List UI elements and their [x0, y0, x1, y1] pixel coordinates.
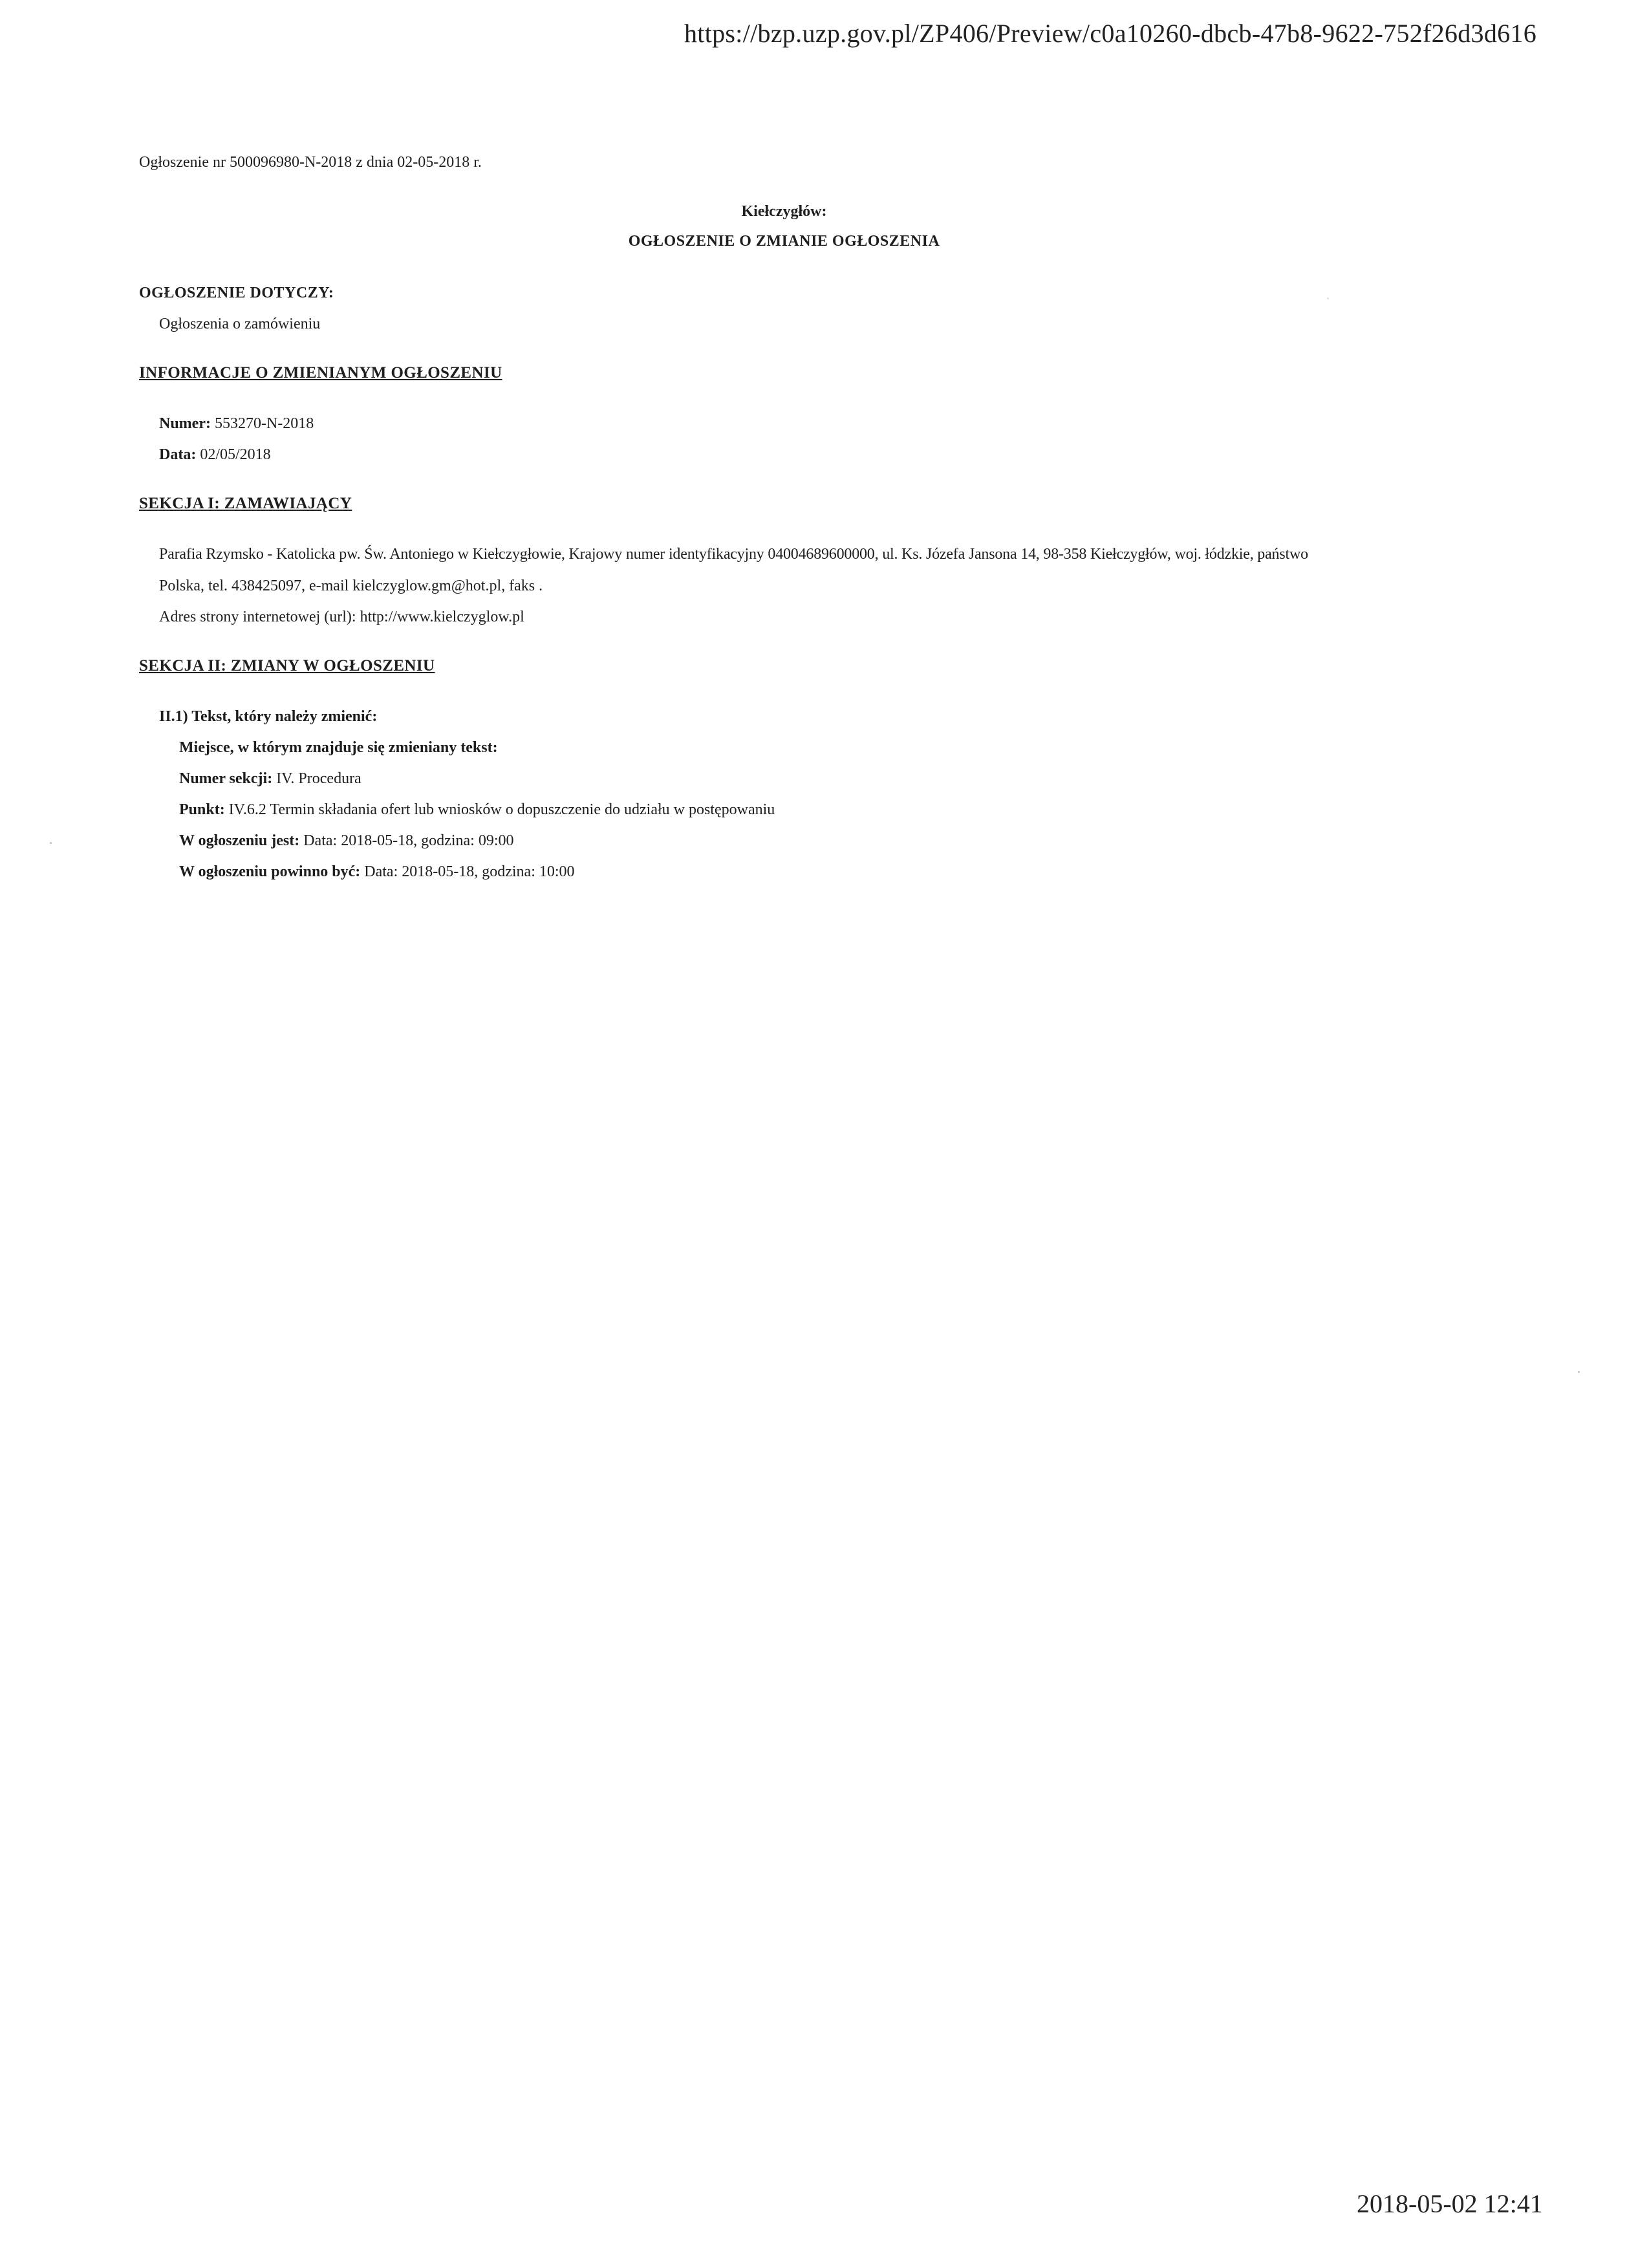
section2-heading: SEKCJA II: ZMIANY W OGŁOSZENIU	[139, 657, 435, 675]
numer-value: 553270-N-2018	[214, 415, 314, 432]
change-place-label: Miejsce, w którym znajduje się zmieniany tekst:	[179, 739, 498, 756]
change-new-text	[179, 863, 575, 881]
point-label: Punkt:	[179, 801, 225, 818]
notice-title: OGŁOSZENIE O ZMIANIE OGŁOSZENIA	[628, 233, 940, 250]
changed-info-heading: INFORMACJE O ZMIENIANYM OGŁOSZENIU	[139, 364, 502, 382]
new-text-value: Data: 2018-05-18, godzina: 10:00	[364, 863, 575, 880]
scan-speck	[1327, 297, 1329, 299]
current-text-value: Data: 2018-05-18, godzina: 09:00	[303, 832, 514, 849]
point-value: IV.6.2 Termin składania ofert lub wniosków o dopuszczenie do udziału w postępowaniu	[228, 801, 775, 818]
numer-label: Numer:	[159, 415, 211, 432]
print-timestamp: 2018-05-02 12:41	[1357, 2189, 1543, 2218]
change-section-number	[179, 770, 361, 788]
scan-speck	[1578, 1371, 1580, 1373]
section-number-label: Numer sekcji:	[179, 770, 273, 787]
new-text-label: W ogłoszeniu powinno być:	[179, 863, 361, 880]
orderer-line-1: Parafia Rzymsko - Katolicka pw. Św. Antoniego w Kiełczygłowie, Krajowy numer identyfikacyjny 04004689600000, ul. Ks. Józefa Jansona 14, 98-358 Kiełczygłów, woj. łódzkie, państwo	[159, 546, 1308, 563]
changed-info-date	[159, 446, 271, 464]
concerns-label: OGŁOSZENIE DOTYCZY:	[139, 285, 334, 301]
change-item-label: II.1) Tekst, który należy zmienić:	[159, 708, 378, 725]
notice-place: Kiełczygłów:	[741, 203, 827, 220]
orderer-website: Adres strony internetowej (url): http://www.kielczyglow.pl	[159, 609, 524, 625]
print-url-header: https://bzp.uzp.gov.pl/ZP406/Preview/c0a10260-dbcb-47b8-9622-752f26d3d616	[684, 19, 1537, 48]
orderer-line-2: Polska, tel. 438425097, e-mail kielczyglow.gm@hot.pl, faks .	[159, 578, 543, 594]
data-label: Data:	[159, 446, 197, 463]
notice-number-line: Ogłoszenie nr 500096980-N-2018 z dnia 02-05-2018 r.	[139, 154, 482, 171]
changed-info-number	[159, 415, 314, 433]
concerns-value: Ogłoszenia o zamówieniu	[159, 316, 321, 332]
change-point	[179, 801, 775, 819]
current-text-label: W ogłoszeniu jest:	[179, 832, 300, 849]
scan-speck	[50, 842, 52, 844]
section-number-value: IV. Procedura	[276, 770, 361, 787]
change-current-text	[179, 832, 513, 850]
section1-heading: SEKCJA I: ZAMAWIAJĄCY	[139, 495, 352, 512]
data-value: 02/05/2018	[200, 446, 271, 463]
